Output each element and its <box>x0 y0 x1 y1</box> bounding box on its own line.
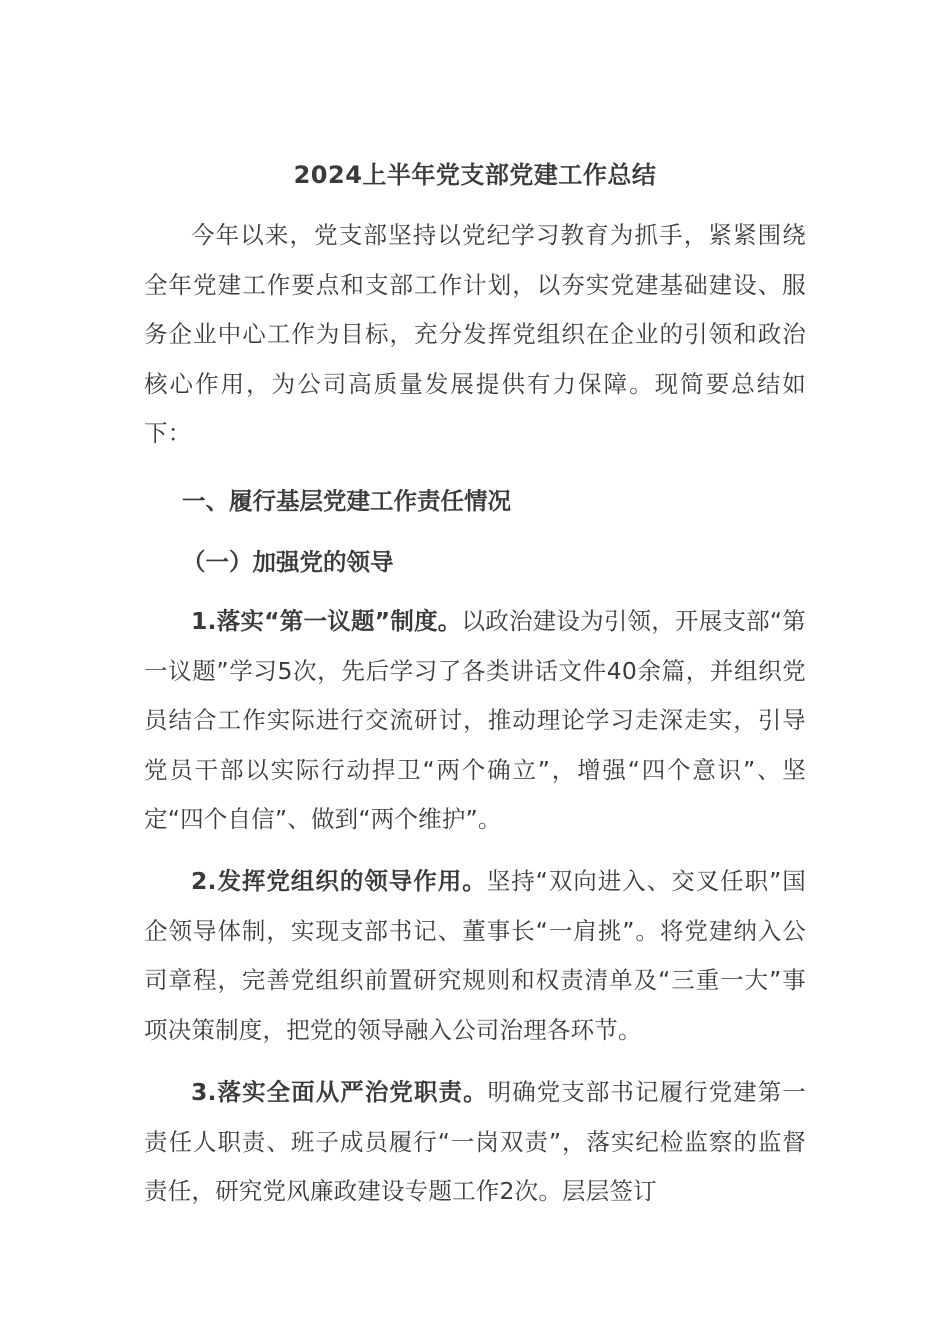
item-1-text: 以政治建设为引领，开展支部“第一议题”学习5次，先后学习了各类讲话文件40余篇，并组织党员结合工作实际进行交流研讨，推动理论学习走深走实，引导党员干部以实际行动捍卫“两个确立”，增强“四个意识”、坚定“四个自信”、做到“两个维护”。 <box>144 607 806 834</box>
intro-block <box>144 211 806 459</box>
item-1-lead: 1.落实“第一议题”制度。 <box>191 607 462 635</box>
intro-paragraph: 今年以来，党支部坚持以党纪学习教育为抓手，紧紧围绕全年党建工作要点和支部工作计划，以夯实党建基础建设、服务企业中心工作为目标，充分发挥党组织在企业的引领和政治核心作用，为公司高质量发展提供有力保障。现简要总结如下： <box>144 221 806 448</box>
item-3-lead: 3.落实全面从严治党职责。 <box>191 1078 488 1106</box>
document-title: 2024上半年党支部党建工作总结 <box>293 161 657 189</box>
item-2-lead: 2.发挥党组织的领导作用。 <box>191 867 487 895</box>
item-2-block <box>144 857 806 1055</box>
item-2-paragraph <box>144 857 806 1055</box>
item-1-paragraph <box>144 597 806 845</box>
item-3-block <box>144 1068 806 1217</box>
item-3-text: 明确党支部书记履行党建第一责任人职责、班子成员履行“一岗双责”，落实纪检监察的监督责任，研究党风廉政建设专题工作2次。层层签订 <box>144 1078 806 1206</box>
item-1-block <box>144 597 806 845</box>
item-2-text: 坚持“双向进入、交叉任职”国企领导体制，实现支部书记、董事长“一肩挑”。将党建纳入公司章程，完善党组织前置研究规则和权责清单及“三重一大”事项决策制度，把党的领导融入公司治理各环节。 <box>144 867 806 1044</box>
section-heading: 一、履行基层党建工作责任情况 <box>182 487 511 515</box>
item-3-paragraph <box>144 1068 806 1217</box>
subsection-heading: （一）加强党的领导 <box>182 548 394 576</box>
